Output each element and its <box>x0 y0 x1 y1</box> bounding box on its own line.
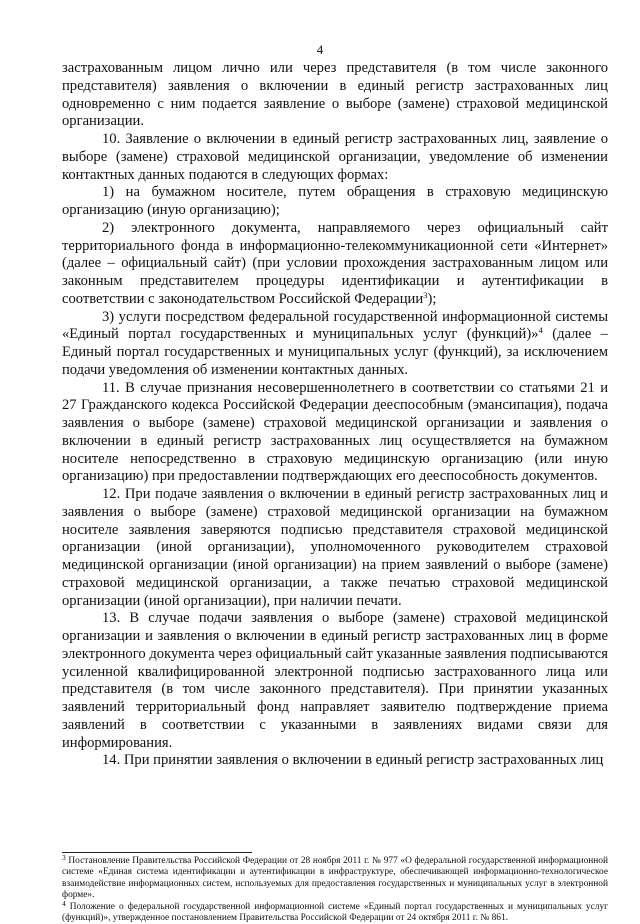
paragraph-12: 12. При подаче заявления о включении в единый регистр застрахованных лиц и заявления о выборе (замене) страховой медицинской организации на бумажном носителе заявления заверяются подписью представителя страховой медицинской организации (иной организации), уполномоченного руководителем страховой медицинской организации (иной организации) на прием заявлений о выборе (замене) страховой медицинской организации, а также печатью страховой медицинской организации (иной организации), при наличии печати. <box>62 486 608 609</box>
footnote-3-text: Постановление Правительства Российской Федерации от 28 ноября 2011 г. № 977 «О федеральной государственной информационной системе «Единая система идентификации и аутентификации в инфраструктуре, обеспечивающей информационно-технологическое взаимодействие информационных систем, используемых для предоставления государственных и муниципальных услуг в электронной форме». <box>62 856 608 901</box>
footnote-4-text: Положение о федеральной государственной информационной системе «Единый портал государственных и муниципальных услуг (функций)», утвержденное постановлением Правительства Российской Федерации от 24 октября 2011 г. № 861. <box>62 901 608 924</box>
footnotes <box>62 853 608 924</box>
list-item-2-text: 2) электронного документа, направляемого через официальный сайт территориального фонда в информационно-телекоммуникационной сети «Интернет» (далее – официальный сайт) (при условии прохождения застрахованным лицом или законным представителем процедуры идентификации и аутентификации в соответствии с законодательством Российской Федерации <box>62 219 608 307</box>
list-item-3-text-b: (далее – Единый портал государственных и муниципальных услуг (функций), за исключением подачи уведомления об изменении контактных данных. <box>62 326 608 378</box>
paragraph-13: 13. В случае подачи заявления о выборе (замене) страховой медицинской организации и заявления о включении в единый регистр застрахованных лиц в форме электронного документа через официальный сайт указанные заявления подписываются усиленной квалифицированной электронной подписью застрахованного лица или представителя (в том числе законного представителя). При принятии указанных заявлений территориальный фонд направляет заявителю подтверждение приема заявлений в соответствии с указанными в заявлениях видами связи для информирования. <box>62 610 608 751</box>
footnote-ref-4: 4 <box>538 325 543 336</box>
paragraph-14: 14. При принятии заявления о включении в единый регистр застрахованных лиц <box>102 752 604 769</box>
paragraph-10: 10. Заявление о включении в единый регистр застрахованных лиц, заявление о выборе (замене) страховой медицинской организации, уведомление об изменении контактных данных подаются в следующих формах: <box>62 131 608 183</box>
footnote-4-mark: 4 <box>62 898 66 908</box>
footnote-4 <box>62 898 608 924</box>
footnote-separator <box>62 852 252 853</box>
page-number: 4 <box>316 42 324 57</box>
footnote-ref-3: 3 <box>423 289 428 300</box>
paragraph-11: 11. В случае признания несовершеннолетнего в соответствии со статьями 21 и 27 Гражданского кодекса Российской Федерации дееспособным (эмансипация), подача заявления о выборе (замене) страховой медицинской организации и заявления о включении в единый регистр застрахованных лиц осуществляется на бумажном носителе непосредственно в страховую медицинскую организацию (или иную организацию) при предоставлении подтверждающих его дееспособность документов. <box>62 379 608 485</box>
document-body <box>62 60 608 770</box>
list-item-2 <box>62 220 608 309</box>
list-item-1: 1) на бумажном носителе, путем обращения в страховую медицинскую организацию (иную организацию); <box>62 184 608 218</box>
paragraph-continuation: застрахованным лицом лично или через представителя (в том числе законного представителя) заявления о включении в единый регистр застрахованных лиц одновременно с ним подается заявление о выборе (замене) страховой медицинской организации. <box>62 60 608 130</box>
list-item-2-tail: ); <box>427 290 437 307</box>
list-item-3 <box>62 309 608 380</box>
footnote-3 <box>62 853 608 902</box>
list-item-3-text-a: 3) услуги посредством федеральной государственной информационной системы «Единый портал государственных и муниципальных услуг (функций)» <box>62 308 608 343</box>
footnote-3-mark: 3 <box>62 853 66 862</box>
